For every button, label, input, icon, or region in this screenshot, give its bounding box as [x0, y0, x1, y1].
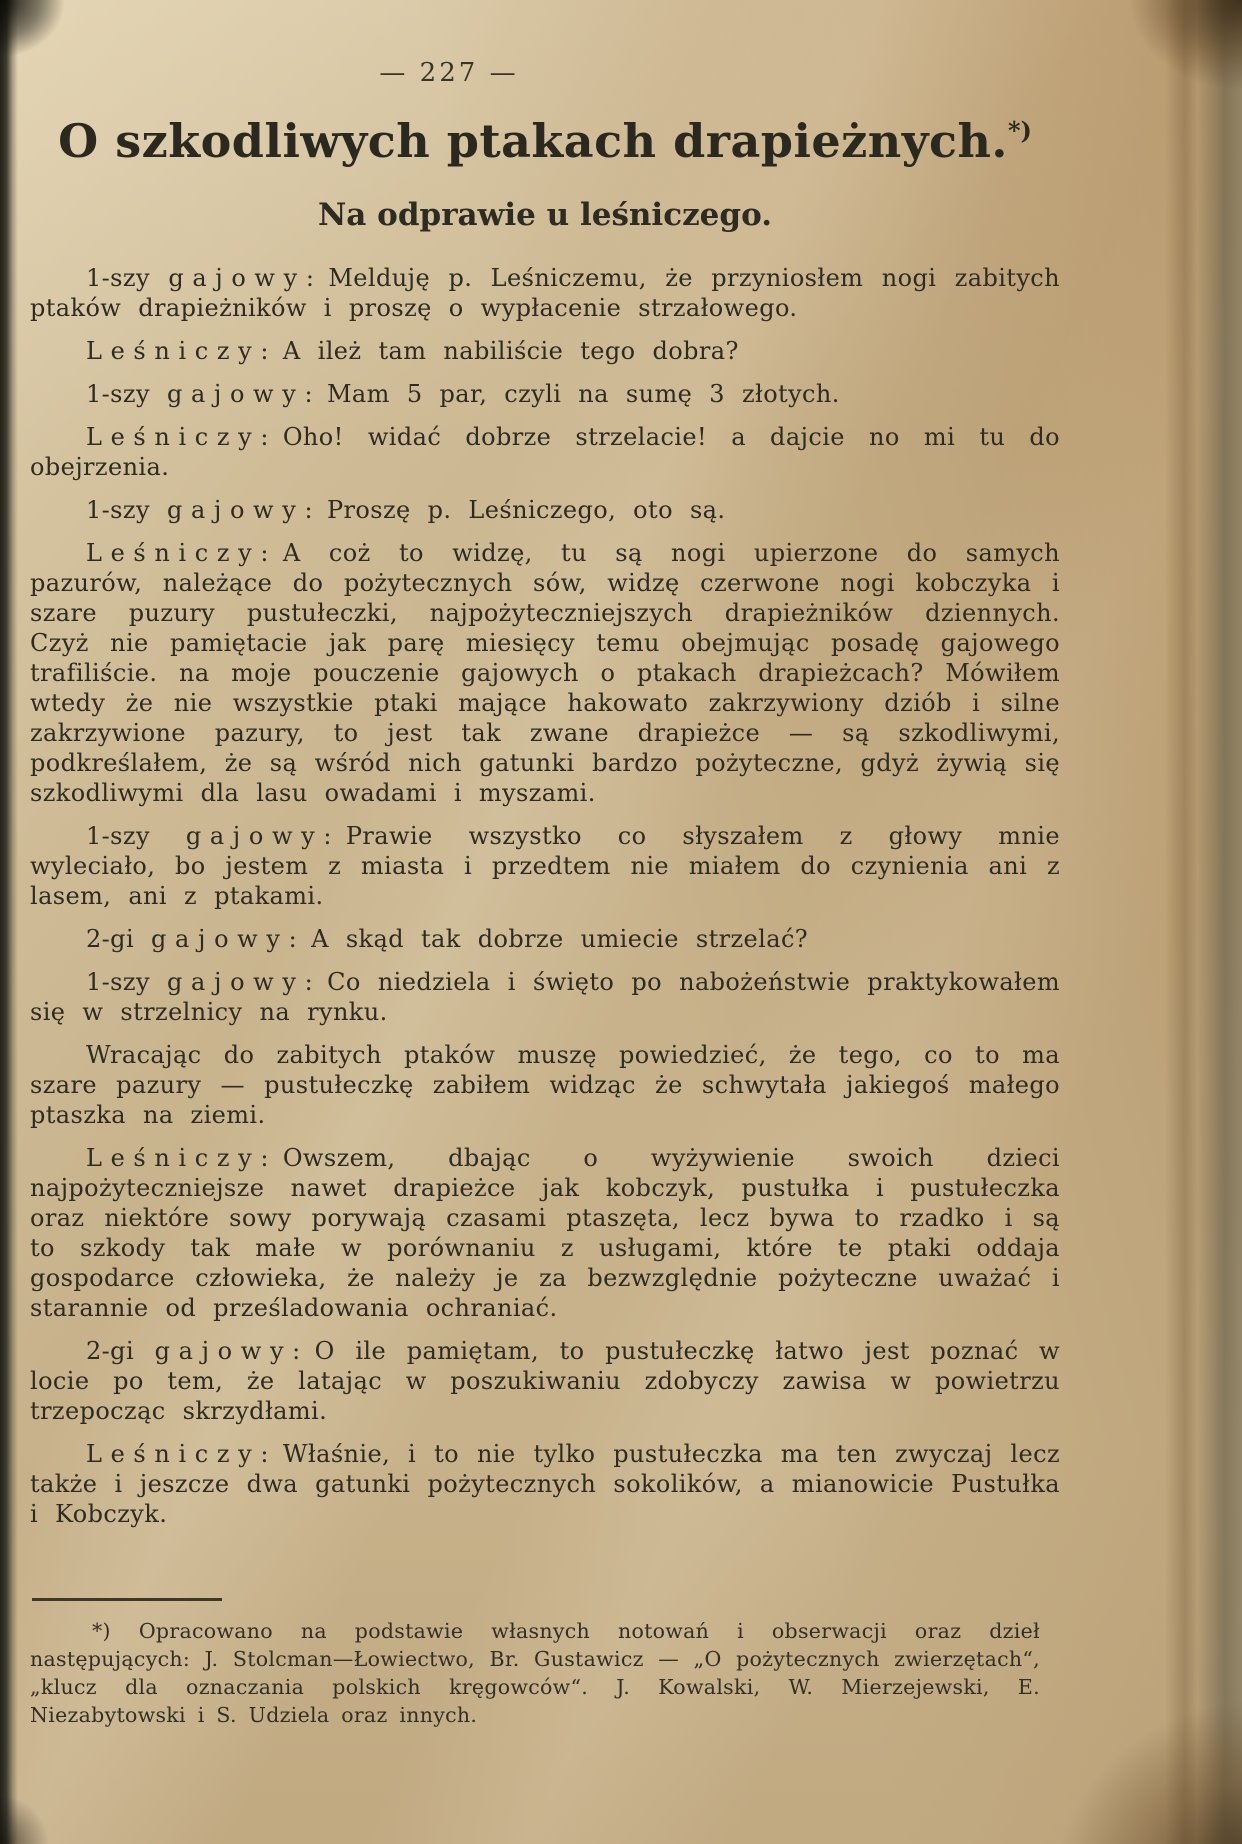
- scan-dark-corner-bottom-left: [0, 1784, 60, 1844]
- footnote-block: [30, 1598, 1040, 1729]
- speaker-name: gajowy: [185, 821, 324, 850]
- page-content: [30, 58, 1060, 1542]
- dialogue-paragraph: 1-szy gajowy: Proszę p. Leśniczego, oto są.: [86, 495, 726, 524]
- speaker-label: 1-szy gajowy:: [86, 379, 313, 408]
- dialogue-paragraph: Leśniczy: Owszem, dbając o wyżywienie swoich dzieci najpożyteczniejsze nawet drapieżce jak kobczyk, pustułka i pustułeczka oraz niektóre sowy porywają czasami ptaszęta, lecz bywa to rzadko i są to szkody tak małe w porównaniu z usługami, które te ptaki oddaja gospodarce człowieka, że należy je za bezwzględnie pożyteczne uważać i starannie od prześladowania ochraniać.: [30, 1143, 1060, 1322]
- dialogue-paragraph: Leśniczy: Właśnie, i to nie tylko pustułeczka ma ten zwyczaj lecz także i jeszcze dwa gatunki pożytecznych sokolików, a mianowicie Pustułka i Kobczyk.: [30, 1439, 1060, 1528]
- dialogue-paragraph: 2-gi gajowy: A skąd tak dobrze umiecie strzelać?: [86, 924, 809, 953]
- speaker-name: Leśniczy: [86, 538, 261, 567]
- speaker-label: 1-szy gajowy:: [86, 821, 332, 850]
- speaker-label: 1-szy gajowy:: [86, 967, 314, 996]
- page-left-binding-edge: [0, 0, 18, 1844]
- footnote-body: Opracowano na podstawie własnych notowań i obserwacji oraz dzieł następujących: J. Stolcman—Łowiectwo, Br. Gustawicz — „O pożytecznych zwierzętach“, „klucz dla oznaczania polskich kręgowców“. J. Kowalski, W. Mierzejewski, E. Niezabytowski i S. Udziela oraz innych.: [30, 1619, 1040, 1727]
- speaker-name: Leśniczy: [86, 422, 261, 451]
- speaker-label: Leśniczy:: [86, 336, 269, 365]
- speaker-name: gajowy: [166, 495, 305, 524]
- footnote-text: [30, 1617, 1040, 1729]
- speaker-name: Leśniczy: [86, 1143, 261, 1172]
- footnote-reference-mark: *): [1007, 116, 1032, 145]
- dialogue-paragraph: Wracając do zabitych ptaków muszę powiedzieć, że tego, co to ma szare pazury — pustułeczkę zabiłem widząc że schwytała jakiegoś małego ptaszka na ziemi.: [30, 1040, 1060, 1129]
- dialogue-paragraph: 1-szy gajowy: Mam 5 par, czyli na sumę 3 złotych.: [86, 379, 840, 408]
- page-number: — 227 —: [379, 58, 519, 88]
- footnote-separator-rule: [32, 1598, 222, 1601]
- speaker-name: Leśniczy: [86, 336, 261, 365]
- speaker-label: 2-gi gajowy:: [86, 924, 298, 953]
- speaker-name: gajowy: [154, 1336, 293, 1365]
- dialogue-paragraph: 1-szy gajowy: Co niedziela i święto po nabożeństwie praktykowałem się w strzelnicy na rynku.: [30, 967, 1060, 1026]
- article-title: [30, 116, 1060, 167]
- speaker-name: gajowy: [168, 263, 306, 292]
- speaker-name: gajowy: [151, 924, 289, 953]
- dialogue-paragraph: 1-szy gajowy: Melduję p. Leśniczemu, że przyniosłem nogi zabitych ptaków drapieżników i proszę o wypłacenie strzałowego.: [30, 263, 1060, 322]
- speaker-label: 1-szy gajowy:: [86, 495, 313, 524]
- dialogue-paragraph: Leśniczy: Oho! widać dobrze strzelacie! a dajcie no mi tu do obejrzenia.: [30, 422, 1060, 481]
- speaker-label: 2-gi gajowy:: [86, 1336, 301, 1365]
- speaker-name: gajowy: [166, 379, 305, 408]
- article-title-text: O szkodliwych ptakach drapieżnych.: [58, 114, 1008, 168]
- speaker-label: Leśniczy:: [86, 1143, 269, 1172]
- speaker-label: Leśniczy:: [86, 1439, 269, 1468]
- footnote-marker: *): [92, 1619, 111, 1643]
- dialogue-paragraph: Leśniczy: A coż to widzę, tu są nogi upierzone do samych pazurów, należące do pożytecznych sów, widzę czerwone nogi kobczyka i szare puzury pustułeczki, najpożyteczniejszych drapieżników dziennych. Czyż nie pamiętacie jak parę miesięcy temu obejmując posadę gajowego trafiliście. na moje pouczenie gajowych o ptakach drapieżcach? Mówiłem wtedy że nie wszystkie ptaki mające hakowato zakrzywiony dziób i silne zakrzywione pazury, to jest tak zwane drapieżce — są szkodliwymi, podkreślałem, że są wśród nich gatunki bardzo pożyteczne, gdyż żywią się szkodliwymi dla lasu owadami i myszami.: [30, 538, 1060, 807]
- dialogue-text: [30, 263, 1060, 1529]
- speaker-name: gajowy: [167, 967, 305, 996]
- speaker-label: 1-szy gajowy:: [86, 263, 315, 292]
- speaker-label: Leśniczy:: [86, 538, 269, 567]
- speaker-name: Leśniczy: [86, 1439, 261, 1468]
- speaker-label: Leśniczy:: [86, 422, 269, 451]
- article-subtitle: Na odprawie u leśniczego.: [317, 196, 773, 233]
- dialogue-paragraph: 2-gi gajowy: O ile pamiętam, to pustułeczkę łatwo jest poznać w locie po tem, że latając w poszukiwaniu zdobyczy zawisa w powietrzu trzepocząc skrzydłami.: [30, 1336, 1060, 1425]
- dialogue-paragraph: 1-szy gajowy: Prawie wszystko co słyszałem z głowy mnie wyleciało, bo jestem z miasta i przedtem nie miałem do czynienia ani z lasem, ani z ptakami.: [30, 821, 1060, 910]
- dialogue-paragraph: Leśniczy: A ileż tam nabiliście tego dobra?: [86, 336, 739, 365]
